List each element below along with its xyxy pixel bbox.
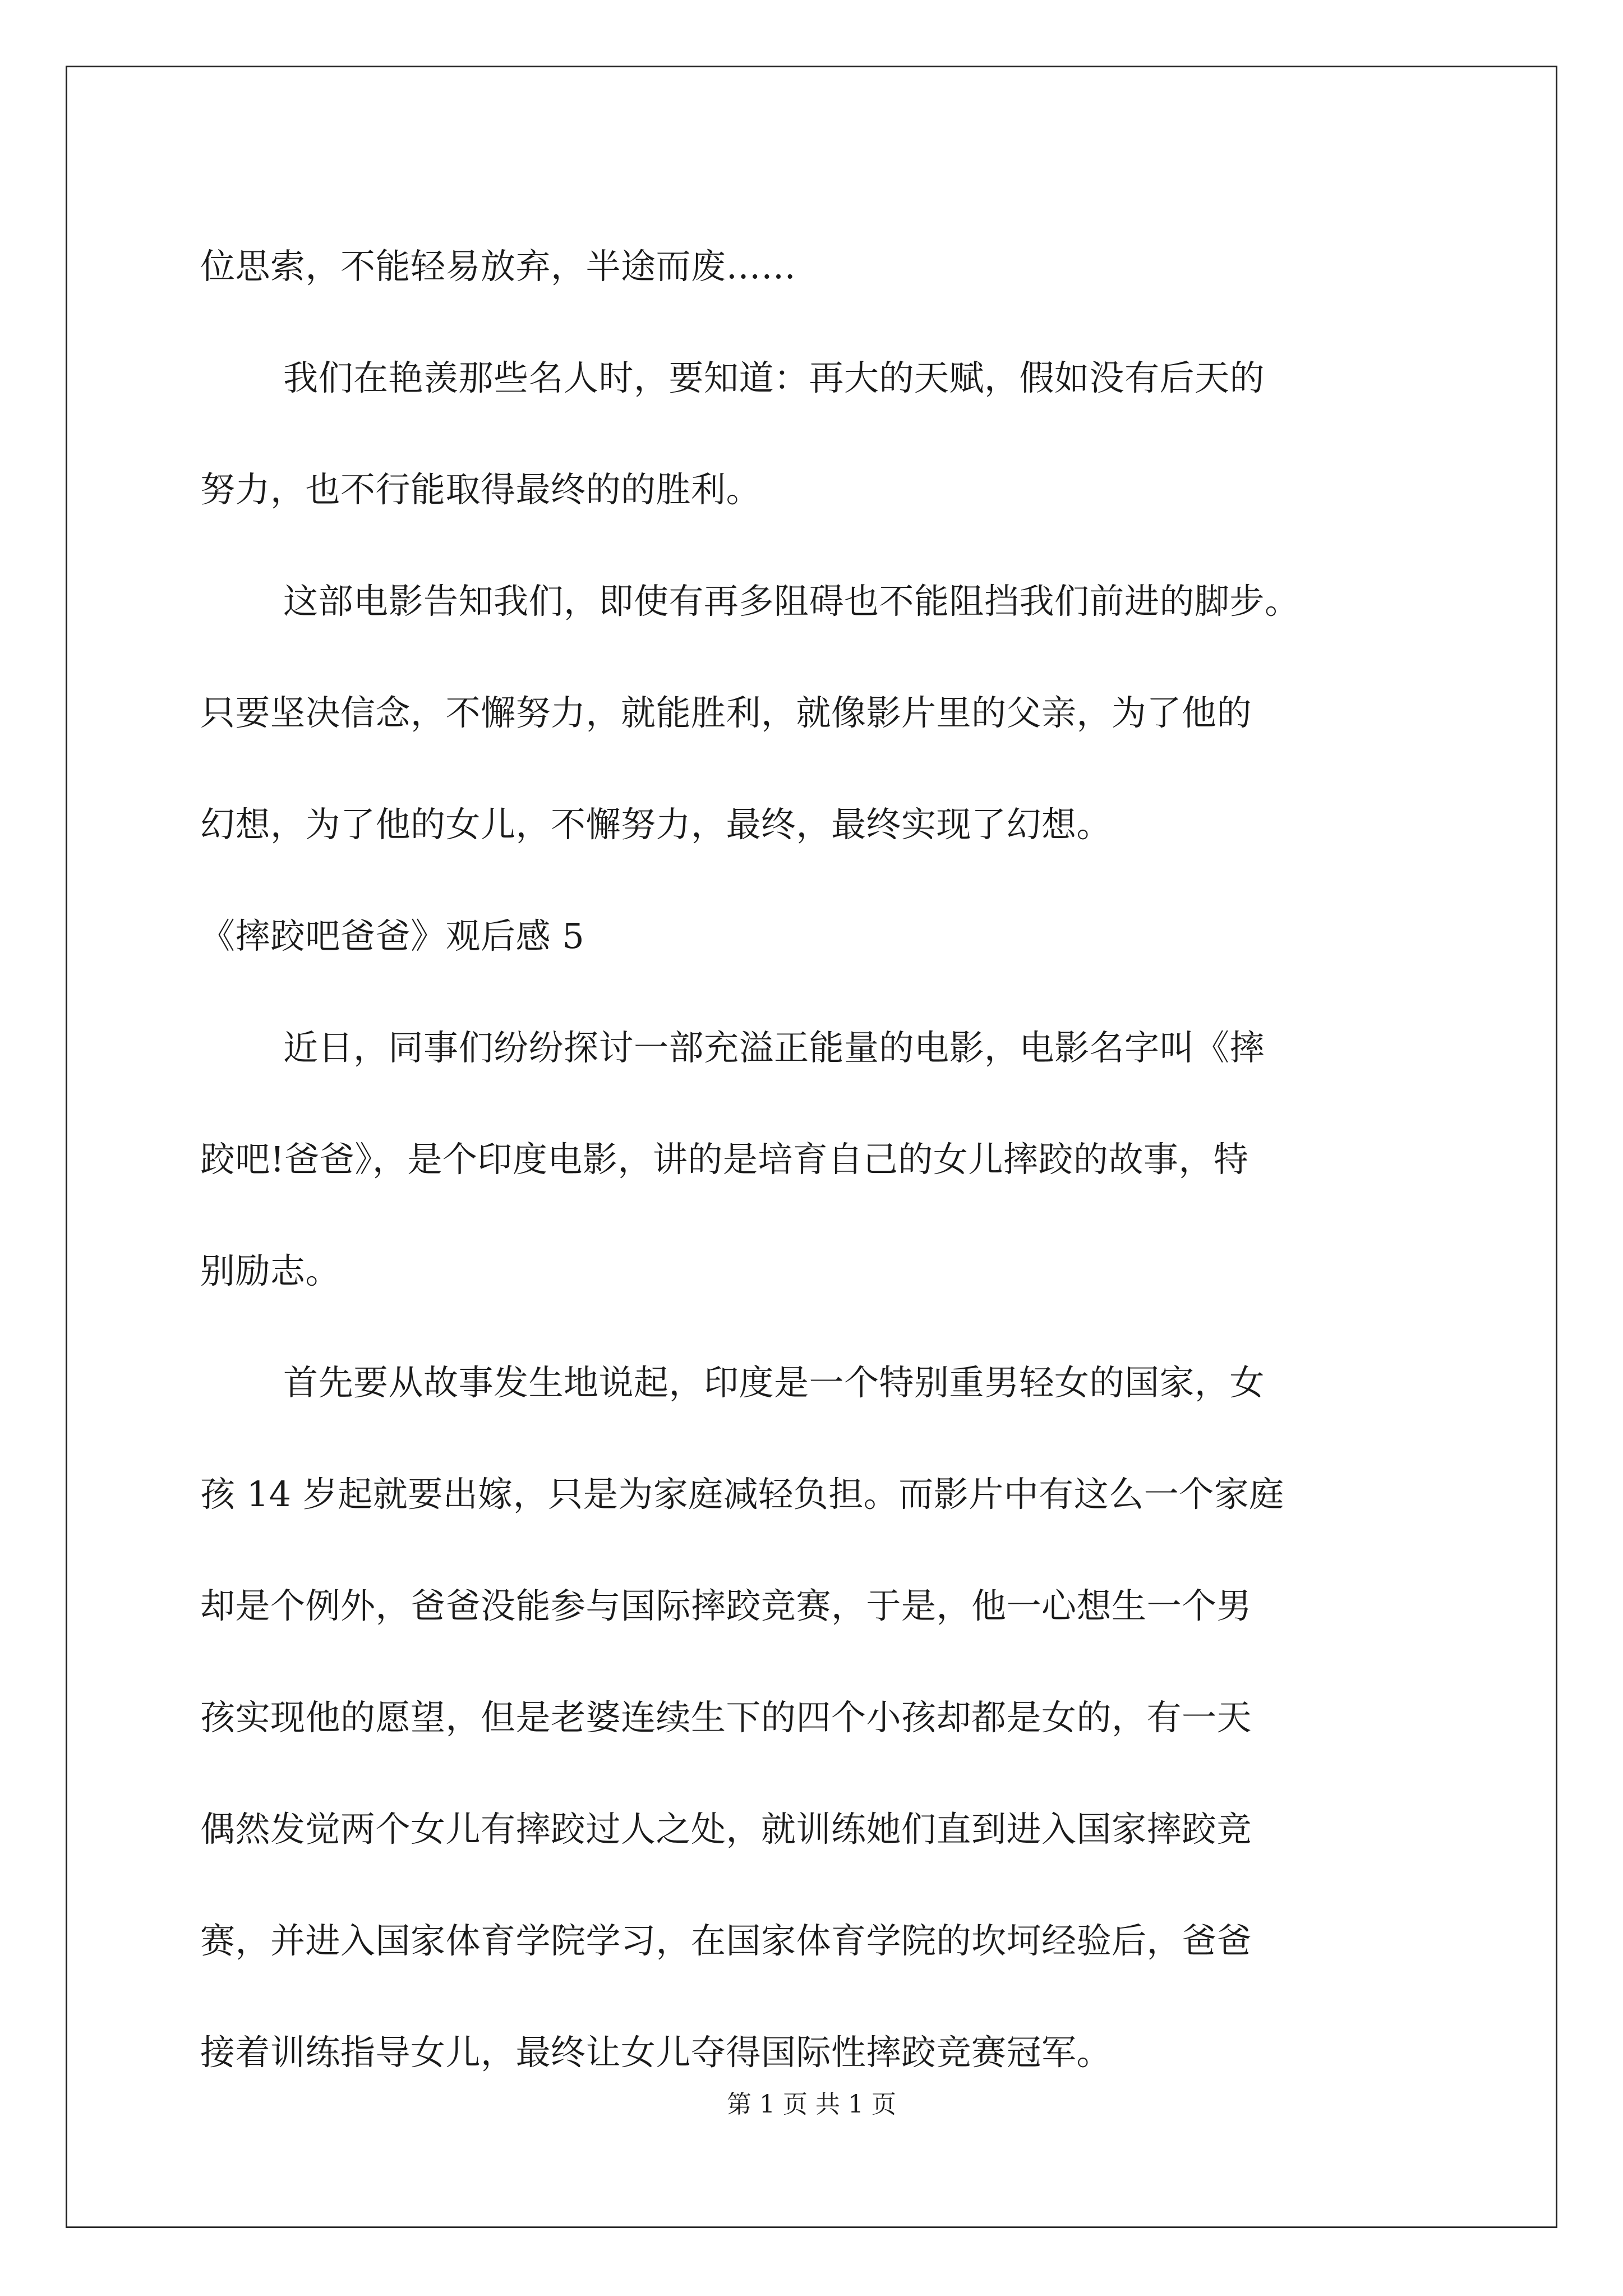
text-line: 首先要从故事发生地说起，印度是一个特别重男轻女的国家，女 [283, 1362, 1265, 1403]
text-line: 近日，同事们纷纷探讨一部充溢正能量的电影，电影名字叫《摔 [283, 1027, 1265, 1068]
text-line: 只要坚决信念，不懈努力，就能胜利，就像影片里的父亲，为了他的 [200, 692, 1252, 733]
text-line: 幻想，为了他的女儿，不懈努力，最终，最终实现了幻想。 [200, 804, 1112, 845]
text-line: 努力，也不行能取得最终的的胜利。 [200, 469, 762, 510]
text-line: 《摔跤吧爸爸》观后感 5 [200, 915, 585, 956]
text-line: 这部电影告知我们，即使有再多阻碍也不能阻挡我们前进的脚步。 [283, 581, 1300, 622]
text-line: 却是个例外，爸爸没能参与国际摔跤竞赛，于是，他一心想生一个男 [200, 1585, 1252, 1626]
text-line: 偶然发觉两个女儿有摔跤过人之处，就训练她们直到进入国家摔跤竞 [200, 1809, 1252, 1849]
document-body [200, 210, 1434, 2108]
text-line: 跤吧!爸爸》，是个印度电影，讲的是培育自己的女儿摔跤的故事，特 [200, 1139, 1249, 1180]
text-line: 别励志。 [200, 1250, 341, 1291]
text-line: 赛，并进入国家体育学院学习，在国家体育学院的坎坷经验后，爸爸 [200, 1920, 1252, 1961]
text-line: 我们在艳羡那些名人时，要知道：再大的天赋，假如没有后天的 [283, 357, 1265, 398]
page-footer: 第 1 页 共 1 页 [727, 2090, 896, 2119]
text-line: 孩实现他的愿望，但是老婆连续生下的四个小孩却都是女的，有一天 [200, 1697, 1252, 1738]
text-line: 接着训练指导女儿，最终让女儿夺得国际性摔跤竞赛冠军。 [200, 2032, 1112, 2073]
text-line: 位思索，不能轻易放弃，半途而废…… [200, 246, 796, 287]
text-line: 孩 14 岁起就要出嫁，只是为家庭减轻负担。而影片中有这么一个家庭 [200, 1474, 1284, 1515]
